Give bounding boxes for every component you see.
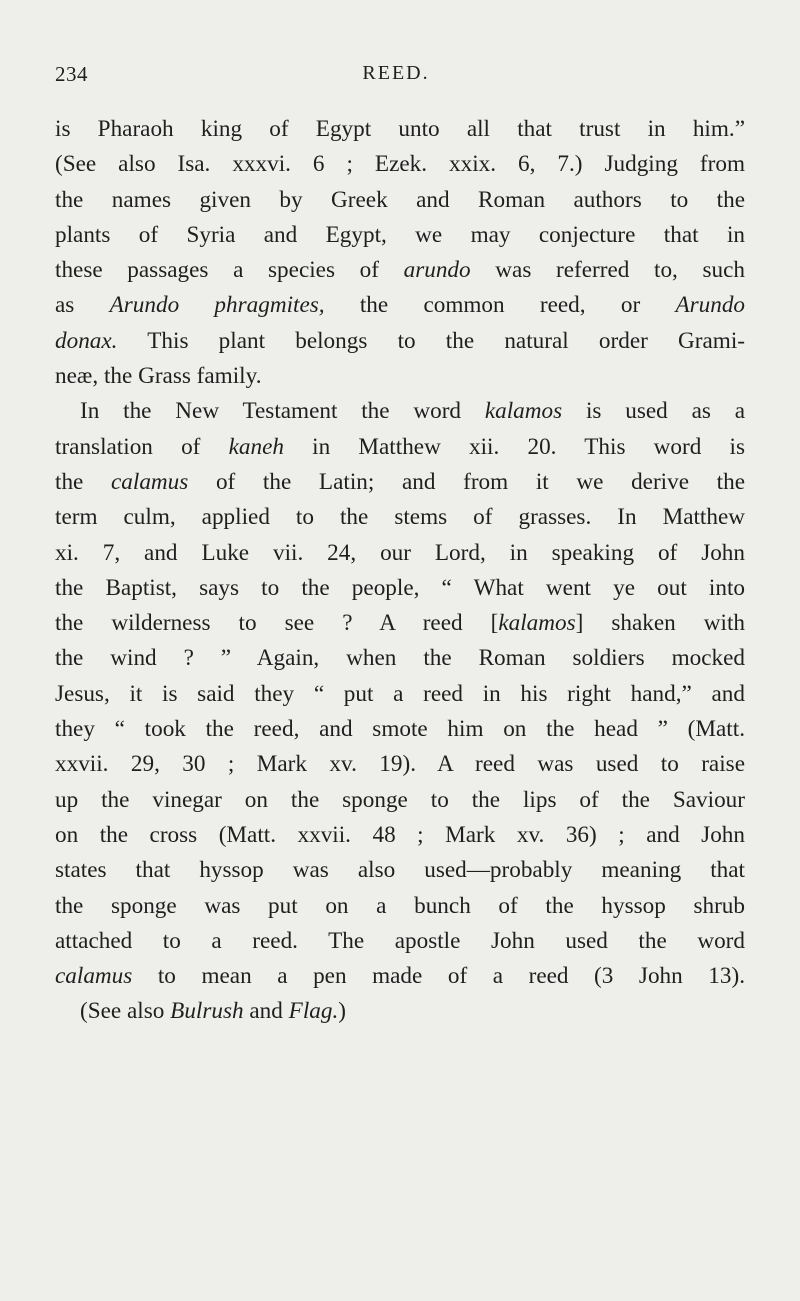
italic-run: Flag.	[288, 998, 339, 1025]
italic-run: arundo	[403, 257, 471, 284]
text-line	[55, 147, 745, 182]
text-run: ] shaken with	[575, 610, 745, 637]
italic-run: Arundo	[675, 292, 745, 319]
text-run: the Baptist, says to the people, “ What went ye out into	[55, 574, 745, 601]
italic-run: calamus	[111, 468, 189, 495]
text-line	[55, 818, 745, 853]
text-run: these passages a species of	[55, 257, 404, 284]
text-run: they “ took the reed, and smote him on the head ” (Matt.	[55, 716, 745, 743]
text-run: the wind ? ” Again, when the Roman soldiers mocked	[55, 645, 745, 672]
text-run: was referred to, such	[470, 257, 745, 284]
italic-run: kalamos	[484, 398, 563, 425]
text-line	[55, 959, 745, 994]
text-line	[55, 606, 745, 641]
text-line	[55, 218, 745, 253]
body-text	[55, 112, 745, 1030]
text-run: xi. 7, and Luke vii. 24, our Lord, in speaking of John	[55, 539, 745, 566]
text-run: xxvii. 29, 30 ; Mark xv. 19). A reed was used to raise	[55, 751, 745, 778]
text-line	[55, 677, 745, 712]
text-run: the names given by Greek and Roman authors to the	[55, 186, 745, 213]
text-run: This plant belongs to the natural order Grami-	[117, 327, 745, 354]
text-line	[55, 924, 745, 959]
text-run: is used as a	[562, 398, 746, 425]
italic-run: Bulrush	[170, 998, 244, 1025]
italic-run: donax.	[55, 327, 118, 354]
text-run: term culm, applied to the stems of grasses. In Matthew	[55, 504, 745, 531]
text-run: to mean a pen made of a reed (3 John 13).	[132, 963, 745, 990]
text-run: plants of Syria and Egypt, we may conjecture that in	[55, 221, 745, 248]
text-line	[55, 641, 745, 676]
italic-run: Arundo phragmites,	[109, 292, 325, 319]
text-line	[55, 712, 745, 747]
text-run: neæ, the Grass family.	[55, 363, 262, 390]
text-line	[55, 747, 745, 782]
text-run: of the Latin; and from it we derive the	[188, 468, 746, 495]
italic-run: kaneh	[228, 433, 284, 460]
text-line	[55, 394, 745, 429]
text-line	[55, 783, 745, 818]
text-run: the common reed, or	[324, 292, 676, 319]
text-run: up the vinegar on the sponge to the lips of the Saviour	[55, 786, 745, 813]
text-line	[55, 288, 745, 323]
text-run: on the cross (Matt. xxvii. 48 ; Mark xv. 36) ; and John	[55, 821, 745, 848]
text-line	[55, 994, 745, 1029]
text-line	[55, 571, 745, 606]
text-run: the wilderness to see ? A reed [	[55, 610, 499, 637]
text-run: translation of	[55, 433, 229, 460]
text-run: (See also	[80, 998, 171, 1025]
text-line	[55, 112, 745, 147]
text-line	[55, 430, 745, 465]
text-run: is Pharaoh king of Egypt unto all that trust in him.”	[55, 116, 745, 142]
text-run: (See also Isa. xxxvi. 6 ; Ezek. xxix. 6, 7.) Judging from	[55, 151, 745, 178]
text-line	[55, 536, 745, 571]
running-title: REED.	[362, 62, 430, 84]
italic-run: kalamos	[498, 610, 576, 637]
text-run: In the New Testament the word	[80, 398, 485, 425]
text-run: )	[338, 998, 346, 1025]
text-run: and	[243, 998, 289, 1025]
text-run: Jesus, it is said they “ put a reed in his right hand,” and	[55, 680, 745, 707]
page-number: 234	[55, 62, 88, 86]
text-line	[55, 500, 745, 535]
text-line	[55, 465, 745, 500]
text-line	[55, 359, 745, 394]
text-run: the sponge was put on a bunch of the hyssop shrub	[55, 892, 745, 919]
text-line	[55, 183, 745, 218]
text-run: as	[55, 292, 110, 319]
running-head	[55, 62, 737, 92]
text-run: the	[55, 468, 111, 495]
text-run: attached to a reed. The apostle John used the word	[55, 927, 745, 954]
text-run: in Matthew xii. 20. This word is	[283, 433, 745, 460]
italic-run: calamus	[55, 963, 133, 990]
text-line	[55, 889, 745, 924]
text-line	[55, 853, 745, 888]
text-run: states that hyssop was also used—probably meaning that	[55, 857, 745, 884]
text-line	[55, 253, 745, 288]
text-line	[55, 324, 745, 359]
